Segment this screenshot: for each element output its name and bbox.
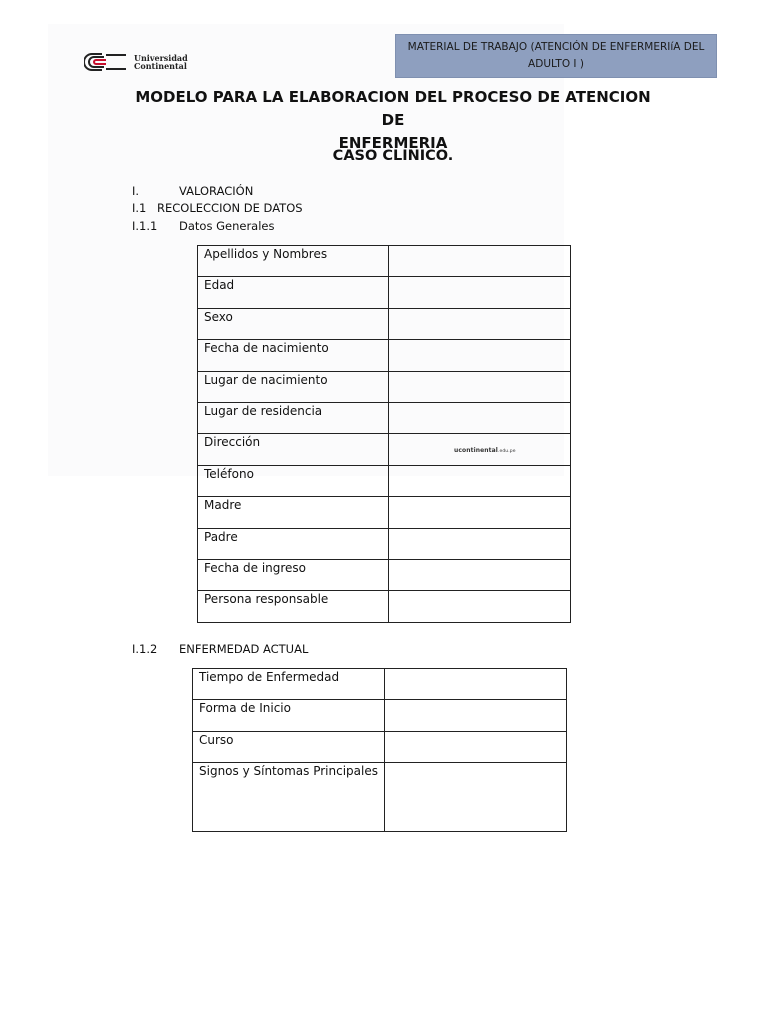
table-row [198, 591, 571, 622]
section-label: RECOLECCION DE DATOS [157, 201, 303, 215]
section-enfermedad-actual [132, 641, 308, 657]
section-valoracion [132, 183, 253, 199]
table-row [198, 277, 571, 308]
field-label: Forma de Inicio [193, 700, 385, 731]
field-label: Edad [198, 277, 389, 308]
field-label: Sexo [198, 308, 389, 339]
table-row [193, 763, 567, 832]
course-material-header [395, 34, 717, 78]
section-recoleccion [132, 200, 303, 216]
field-value-cell[interactable] [389, 308, 571, 339]
field-label: Signos y Síntomas Principales [193, 763, 385, 832]
section-number: I.1.1 [132, 219, 158, 233]
field-value-cell[interactable] [389, 591, 571, 622]
field-label: Curso [193, 731, 385, 762]
field-label: Lugar de nacimiento [198, 371, 389, 402]
section-label: VALORACIÓN [179, 184, 254, 198]
field-value-cell[interactable] [385, 669, 567, 700]
field-label: Fecha de nacimiento [198, 340, 389, 371]
table-row [193, 669, 567, 700]
title-line-1: MODELO PARA LA ELABORACION DEL PROCESO DE ATENCION DE [135, 88, 651, 129]
section-datos-generales [132, 218, 274, 234]
section-number: I. [132, 184, 140, 198]
table-row [198, 465, 571, 496]
logo-text-line-2: Continental [134, 61, 187, 71]
header-line-1: MATERIAL DE TRABAJO (ATENCIÓN DE ENFERMERIíA DEL [407, 41, 705, 53]
field-label: Persona responsable [198, 591, 389, 622]
watermark-logo-main: ucontinental [454, 447, 498, 454]
field-label: Madre [198, 497, 389, 528]
field-label: Dirección [198, 434, 389, 465]
header-line-2: ADULTO I ) [528, 58, 584, 70]
datos-generales-table [197, 245, 571, 623]
table-row [193, 731, 567, 762]
document-title [130, 86, 656, 155]
field-label: Tiempo de Enfermedad [193, 669, 385, 700]
field-label: Apellidos y Nombres [198, 246, 389, 277]
table-row [198, 246, 571, 277]
section-label: ENFERMEDAD ACTUAL [179, 642, 309, 656]
section-number: I.1 [132, 201, 147, 215]
field-value-cell[interactable] [389, 402, 571, 433]
logo-text-line-1: Universidad [134, 53, 188, 63]
field-label: Fecha de ingreso [198, 559, 389, 590]
table-row [193, 700, 567, 731]
enfermedad-actual-table [192, 668, 567, 832]
field-value-cell[interactable] [389, 465, 571, 496]
table-row [198, 497, 571, 528]
field-label: Teléfono [198, 465, 389, 496]
table-row [198, 528, 571, 559]
table-row [198, 559, 571, 590]
field-value-cell[interactable] [389, 246, 571, 277]
field-value-cell[interactable] [385, 731, 567, 762]
university-logo [84, 52, 188, 72]
field-value-cell[interactable] [385, 763, 567, 832]
table-row [198, 308, 571, 339]
field-value-cell[interactable] [389, 559, 571, 590]
field-label: Padre [198, 528, 389, 559]
table-row [198, 371, 571, 402]
section-number: I.1.2 [132, 642, 158, 656]
field-label: Lugar de residencia [198, 402, 389, 433]
title-line-2: ENFERMERIA [338, 134, 448, 152]
table-row [198, 402, 571, 433]
field-value-cell[interactable] [389, 340, 571, 371]
table-row [198, 340, 571, 371]
field-value-cell[interactable] [385, 700, 567, 731]
section-label: Datos Generales [179, 219, 275, 233]
field-value-cell[interactable] [389, 497, 571, 528]
field-value-cell[interactable] [389, 528, 571, 559]
university-logo-icon [84, 52, 128, 72]
field-value-cell[interactable] [389, 371, 571, 402]
document-subtitle: CASO CLINICO. [332, 148, 454, 164]
watermark-logo [454, 447, 516, 454]
field-value-cell[interactable] [389, 277, 571, 308]
watermark-logo-suffix: .edu.pe [497, 449, 516, 454]
